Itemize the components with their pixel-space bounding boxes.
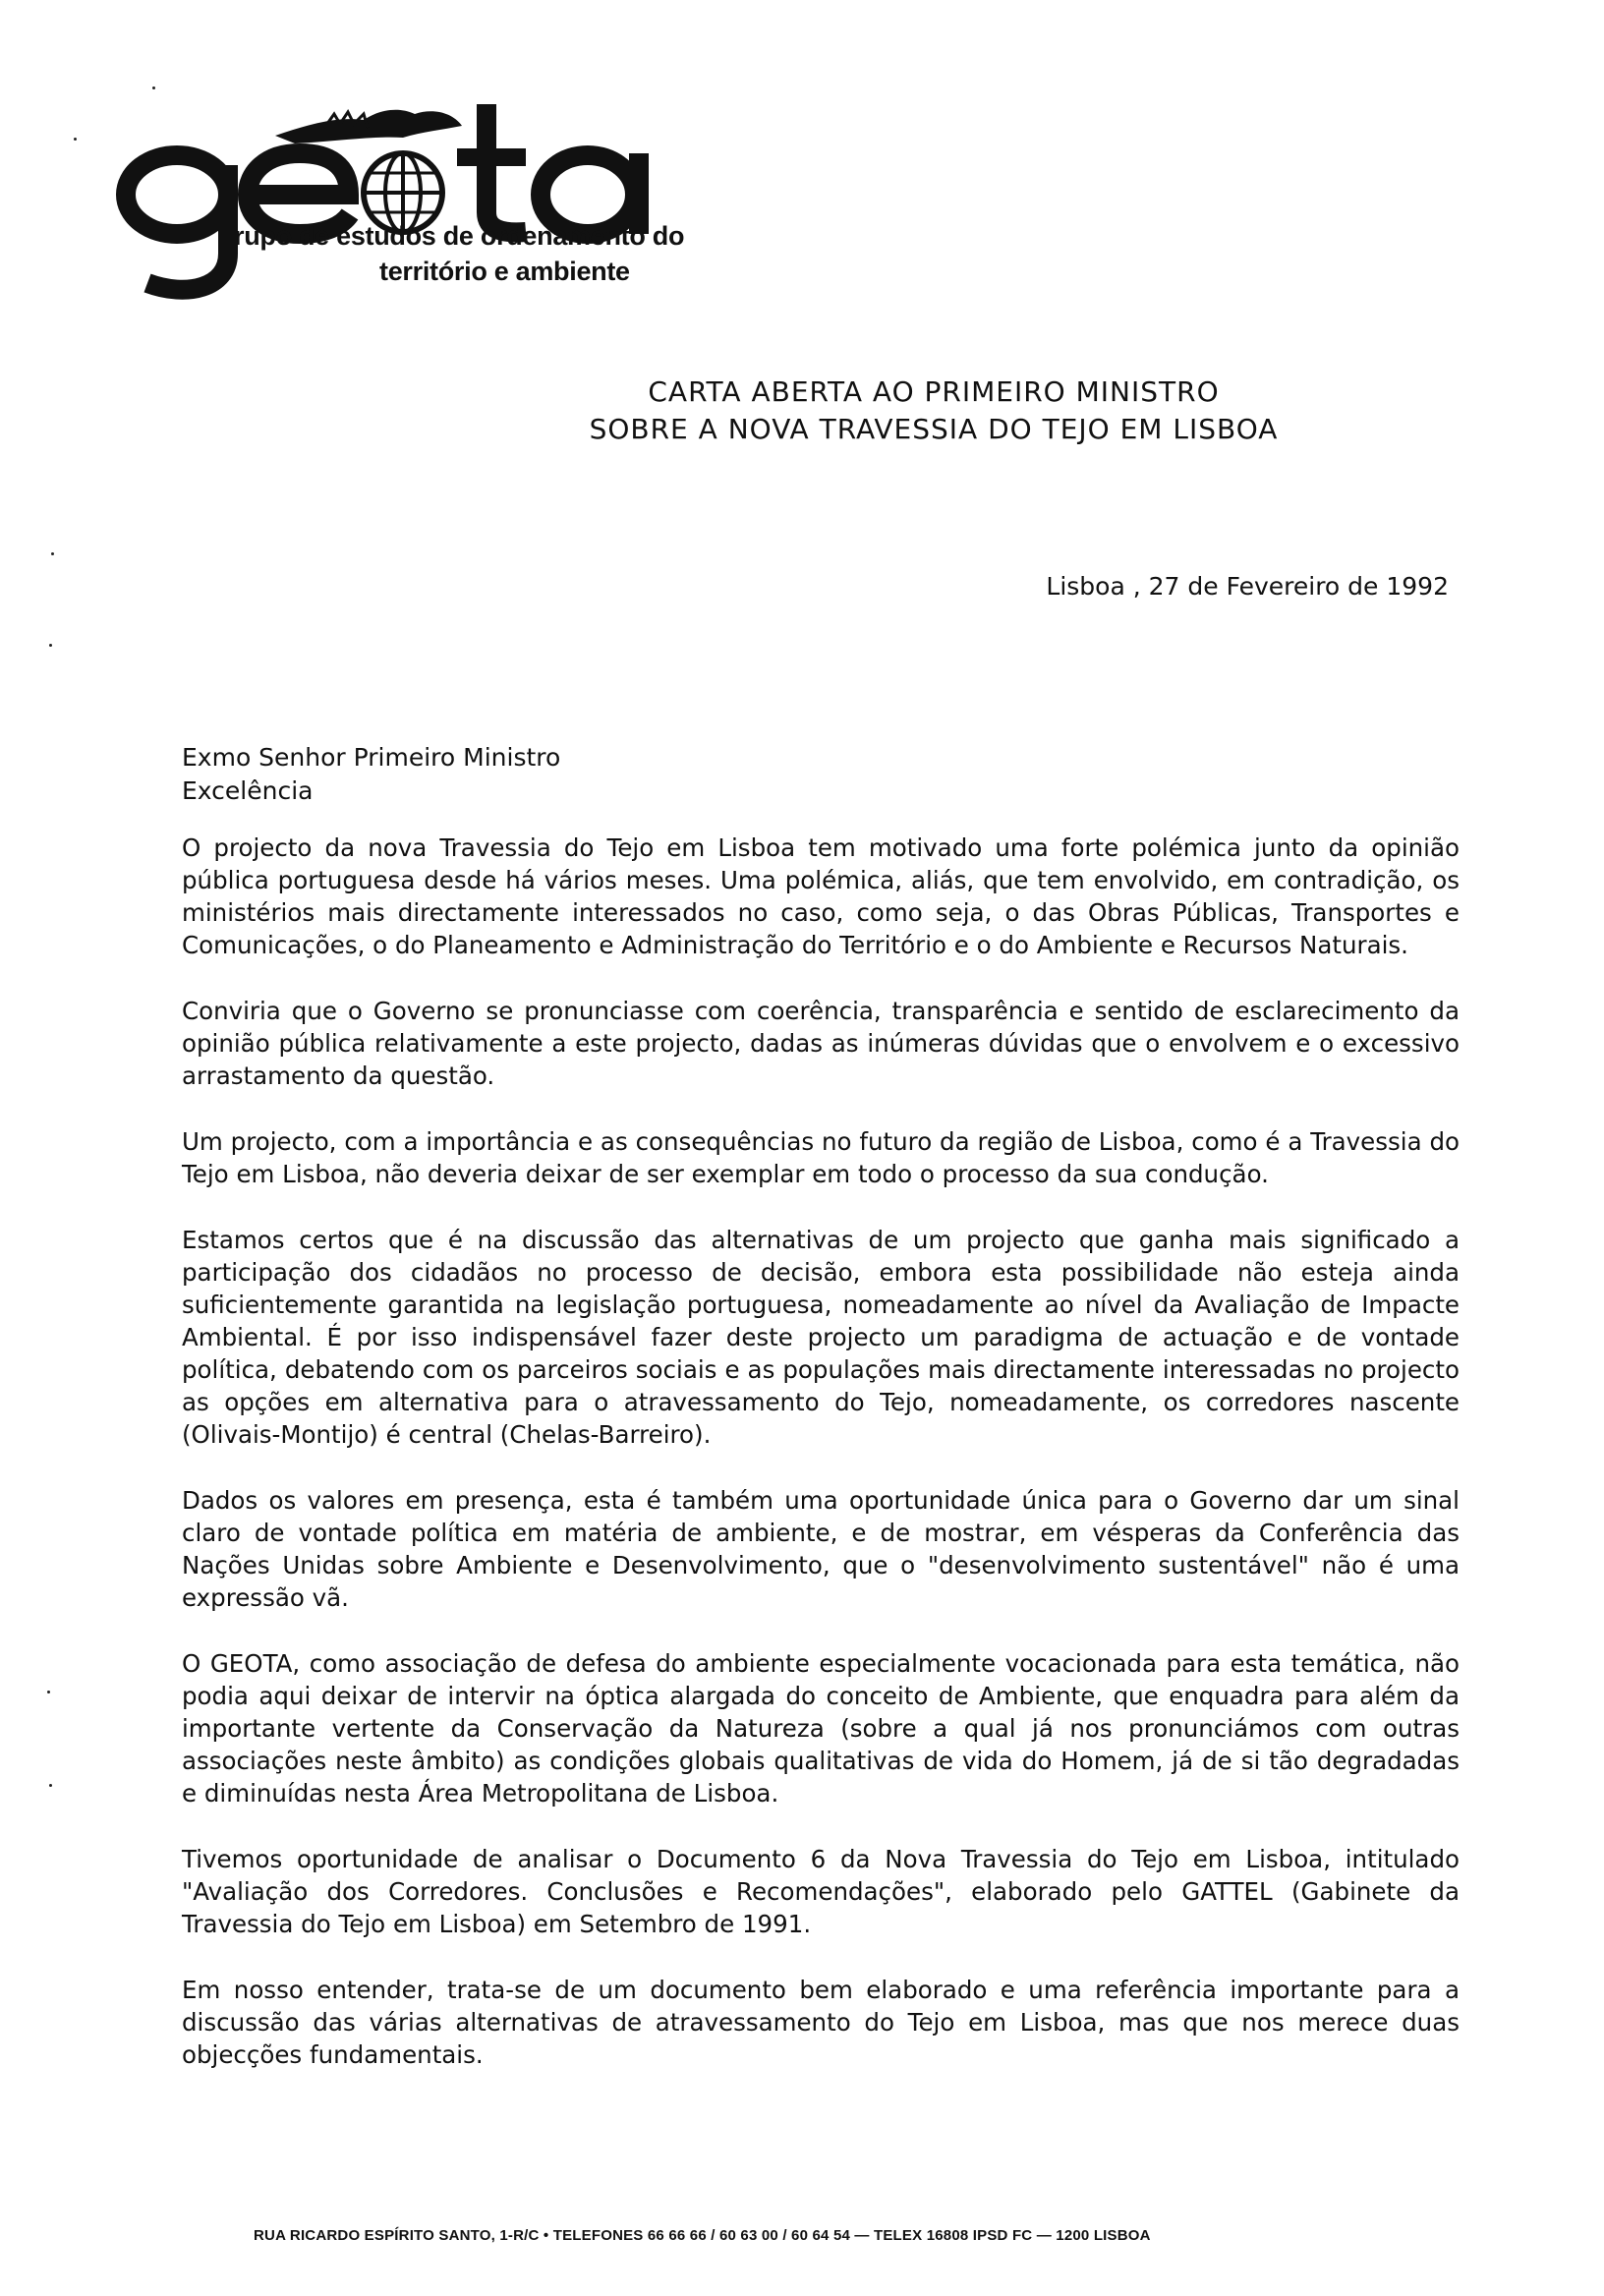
salutation-line1: Exmo Senhor Primeiro Ministro [182, 743, 561, 772]
scan-speck [49, 1784, 52, 1787]
paragraph: O GEOTA, como associação de defesa do ambiente especialmente vocacionada para esta temática, não podia aqui deixar de intervir na óptica alargada do conceito de Ambiente, que enquadra para além da importante vertente da Conservação da Natureza (sobre a qual já nos pronunciámos com outras associações neste âmbito) as condições globais qualitativas de vida do Homem, já de si tão degradadas e diminuídas nesta Área Metropolitana de Lisboa. [182, 1649, 1460, 1808]
paragraph: Estamos certos que é na discussão das alternativas de um projecto que ganha mais significado a participação dos cidadãos no processo de decisão, embora esta possibilidade não esteja ainda suficientemente garantida na legislação portuguesa, nomeadamente ao nível da Avaliação de Impacte Ambiental. É por isso indispensável fazer deste projecto um paradigma de actuação e de vontade política, debatendo com os parceiros sociais e as populações mais directamente interessadas no projecto as opções em alternativa para o atravessamento do Tejo, nomeadamente, os corredores nascente (Olivais-Montijo) é central (Chelas-Barreiro). [182, 1226, 1460, 1449]
paragraph: Conviria que o Governo se pronunciasse com coerência, transparência e sentido de esclarecimento da opinião pública relativamente a este projecto, dadas as inúmeras dúvidas que o envolvem e o excessivo arrastamento da questão. [182, 997, 1460, 1090]
paragraph: O projecto da nova Travessia do Tejo em Lisboa tem motivado uma forte polémica junto da opinião pública portuguesa desde há vários meses. Uma polémica, aliás, que tem envolvido, em contradição, os ministérios mais directamente interessados no caso, como seja, o das Obras Públicas, Transportes e Comunicações, o do Planeamento e Administração do Território e o do Ambiente e Recursos Naturais. [182, 833, 1460, 959]
title-line1: CARTA ABERTA AO PRIMEIRO MINISTRO [648, 375, 1220, 408]
tagline-line2: território e ambiente [379, 257, 630, 286]
letter-title [315, 373, 1553, 448]
salutation-line2: Excelência [182, 776, 314, 805]
paragraph: Em nosso entender, trata-se de um documento bem elaborado e uma referência importante para a discussão das várias alternativas de atravessamento do Tejo em Lisboa, mas que nos merece duas objecções fundamentais. [182, 1976, 1460, 2069]
paragraph: Tivemos oportunidade de analisar o Documento 6 da Nova Travessia do Tejo em Lisboa, intitulado "Avaliação dos Corredores. Conclusões e Recomendações", elaborado pelo GATTEL (Gabinete da Travessia do Tejo em Lisboa) em Setembro de 1991. [182, 1845, 1460, 1938]
scan-speck [49, 644, 52, 647]
scan-speck [74, 138, 77, 141]
paragraph: Dados os valores em presença, esta é também uma oportunidade única para o Governo dar um sinal claro de vontade política em matéria de ambiente, e de mostrar, em vésperas da Conferência das Nações Unidas sobre Ambiente e Desenvolvimento, que o "desenvolvimento sustentável" não é uma expressão vã. [182, 1486, 1460, 1612]
paragraph: Um projecto, com a importância e as consequências no futuro da região de Lisboa, como é a Travessia do Tejo em Lisboa, não deveria deixar de ser exemplar em todo o processo da sua condução. [182, 1127, 1460, 1188]
tagline-line1: rupo de estudos de ordenamento do [234, 221, 685, 251]
title-line2: SOBRE A NOVA TRAVESSIA DO TEJO EM LISBOA [589, 413, 1279, 445]
letterhead-footer: RUA RICARDO ESPÍRITO SANTO, 1-R/C • TELEFONES 66 66 66 / 60 63 00 / 60 64 54 — TELEX 16808 IPSD FC — 1200 LISBOA [254, 2227, 1151, 2244]
logo-tagline [234, 218, 684, 289]
scan-speck [47, 1691, 50, 1693]
letter-body [182, 832, 1460, 2104]
salutation [182, 741, 560, 808]
scan-speck [152, 86, 155, 89]
scan-speck [51, 552, 54, 555]
letter-date: Lisboa , 27 de Fevereiro de 1992 [1046, 572, 1449, 601]
